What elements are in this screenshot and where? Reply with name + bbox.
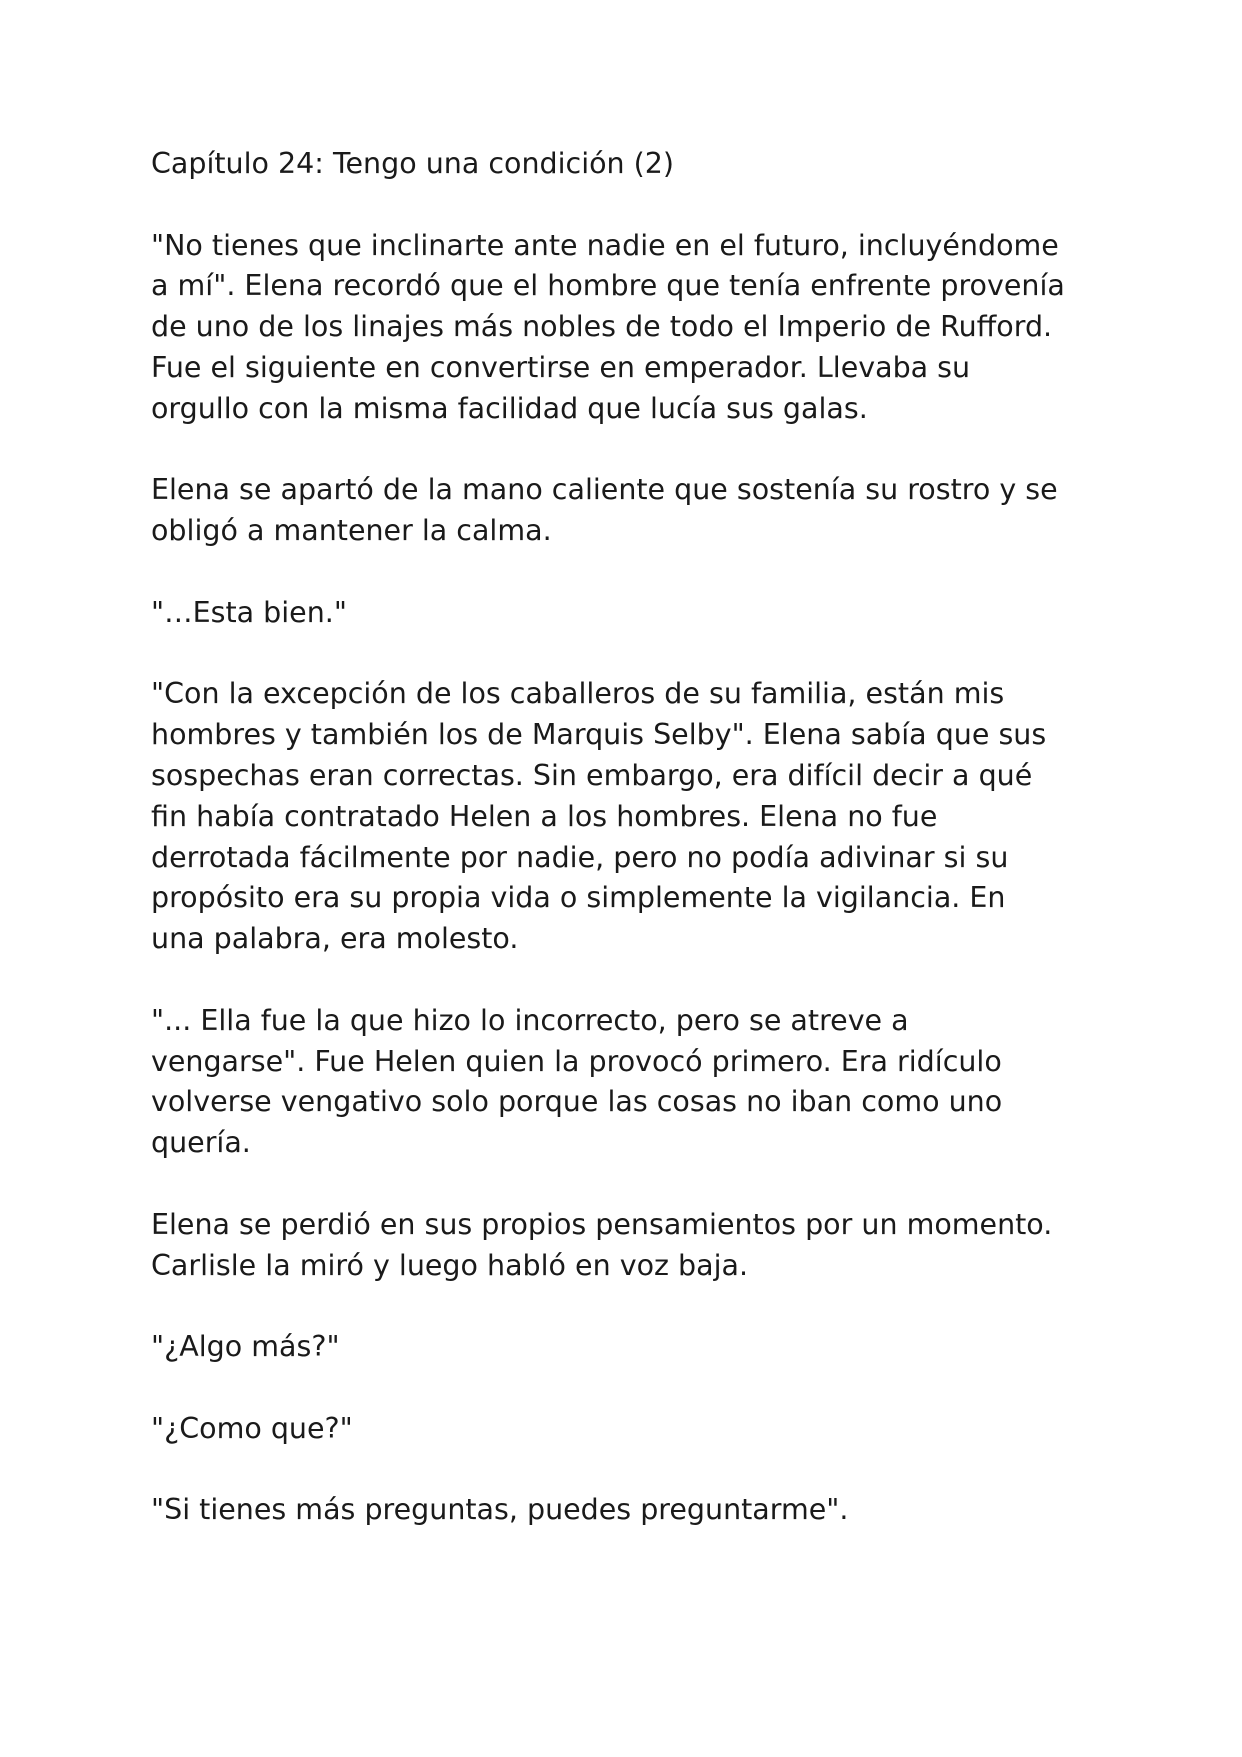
- paragraph-8: "¿Como que?": [151, 1411, 353, 1445]
- paragraph-5: "... Ella fue la que hizo lo incorrecto, pero se atreve a vengarse". Fue Helen quien la provocó primero. Era ridículo volverse vengativo solo porque las cosas no iban como uno quería.: [151, 1003, 1003, 1160]
- paragraph-2: Elena se apartó de la mano caliente que sostenía su rostro y se obligó a mantener la calma.: [151, 473, 1058, 548]
- paragraph-3: "…Esta bien.": [151, 595, 347, 629]
- chapter-title: Capítulo 24: Tengo una condición (2): [151, 147, 675, 180]
- paragraph-4: "Con la excepción de los caballeros de su familia, están mis hombres y también los de Marquis Selby". Elena sabía que sus sospechas eran correctas. Sin embargo, era difícil decir a qué fin había contratado Helen a los hombres. Elena no fue derrotada fácilmente por nadie, pero no podía adivinar si su propósito era su propia vida o simplemente la vigilancia. En una palabra, era molesto.: [151, 677, 1047, 956]
- paragraph-7: "¿Algo más?": [151, 1330, 340, 1364]
- paragraph-9: "Si tienes más preguntas, puedes preguntarme".: [151, 1493, 849, 1527]
- document-page: [151, 144, 1111, 1572]
- paragraph-1: "No tienes que inclinarte ante nadie en el futuro, incluyéndome a mí". Elena recordó que el hombre que tenía enfrente provenía de uno de los linajes más nobles de todo el Imperio de Rufford. Fue el siguiente en convertirse en emperador. Llevaba su orgullo con la misma facilidad que lucía sus galas.: [151, 228, 1065, 425]
- paragraph-6: Elena se perdió en sus propios pensamientos por un momento. Carlisle la miró y luego habló en voz baja.: [151, 1207, 1053, 1282]
